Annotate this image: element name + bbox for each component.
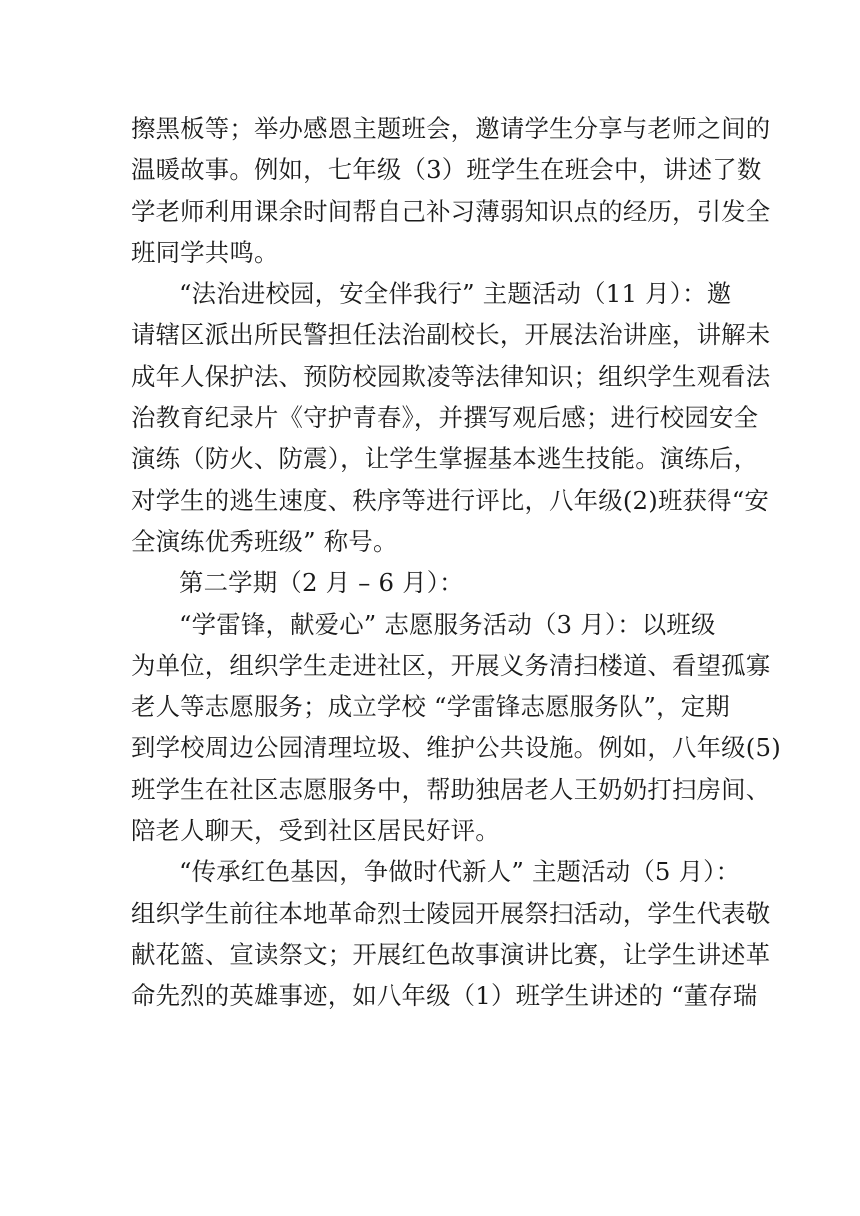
text-line: 全演练优秀班级” 称号。 [131, 526, 398, 556]
text-line: 陪老人聊天，受到社区居民好评。 [131, 816, 500, 846]
text-line: 治教育纪录片《守护青春》，并撰写观后感；进行校园安全 [131, 403, 759, 433]
paragraph-first-line: “学雷锋，献爱心” 志愿服务活动（3 月）：以班级 [179, 609, 716, 639]
text-line: 献花篮、宣读祭文；开展红色故事演讲比赛，让学生讲述革 [131, 939, 771, 969]
text-line: 成年人保护法、预防校园欺凌等法律知识；组织学生观看法 [131, 361, 771, 391]
text-line: 温暖故事。例如，七年级（3）班学生在班会中，讲述了数 [131, 155, 762, 185]
text-line: 对学生的逃生速度、秩序等进行评比，八年级(2)班获得“安 [131, 485, 769, 515]
text-line: 班同学共鸣。 [131, 237, 279, 267]
text-line: 请辖区派出所民警担任法治副校长，开展法治讲座，讲解未 [131, 320, 771, 350]
text-line: 擦黑板等；举办感恩主题班会，邀请学生分享与老师之间的 [131, 114, 771, 143]
section-heading: 第二学期（2 月 – 6 月）： [179, 568, 464, 598]
text-line: 班学生在社区志愿服务中，帮助独居老人王奶奶打扫房间、 [131, 774, 771, 804]
text-line: 学老师利用课余时间帮自己补习薄弱知识点的经历，引发全 [131, 196, 771, 226]
text-line: 演练（防火、防震），让学生掌握基本逃生技能。演练后， [131, 444, 759, 474]
text-line: 老人等志愿服务；成立学校 “学雷锋志愿服务队”，定期 [131, 692, 730, 722]
text-line: 为单位，组织学生走进社区，开展义务清扫楼道、看望孤寡 [131, 650, 771, 680]
document-body [131, 108, 781, 1017]
text-line: 到学校周边公园清理垃圾、维护公共设施。例如，八年级(5) [131, 733, 781, 763]
paragraph-first-line: “法治进校园，安全伴我行” 主题活动（11 月）：邀 [179, 279, 732, 309]
text-line: 命先烈的英雄事迹，如八年级（1）班学生讲述的 “董存瑞 [131, 981, 758, 1011]
text-line: 组织学生前往本地革命烈士陵园开展祭扫活动，学生代表敬 [131, 898, 771, 928]
paragraph-first-line: “传承红色基因，争做时代新人” 主题活动（5 月）： [179, 857, 741, 887]
